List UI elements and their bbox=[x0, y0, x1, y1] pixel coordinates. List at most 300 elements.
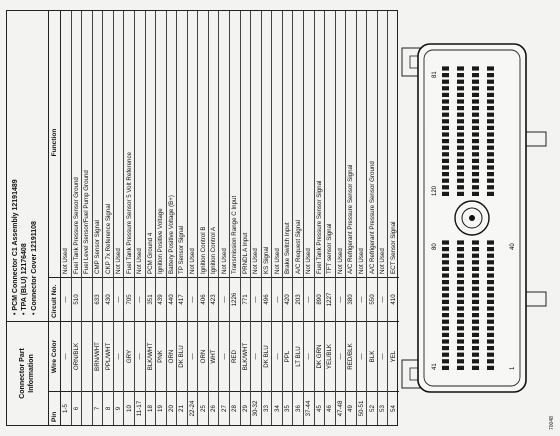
pin-cavity bbox=[487, 99, 494, 103]
pin-cavity bbox=[472, 113, 479, 117]
pin-cavity bbox=[487, 339, 494, 343]
pin-cavity bbox=[457, 346, 464, 350]
table-row bbox=[61, 11, 72, 425]
circuit-number-cell: 440 bbox=[167, 277, 177, 321]
wire-color-cell: — bbox=[336, 321, 346, 391]
pin-cavity bbox=[472, 306, 479, 310]
pin-cell: 34 bbox=[272, 391, 282, 425]
circuit-number-cell: 1226 bbox=[230, 277, 240, 321]
connector-table bbox=[6, 10, 398, 426]
pin-cavity bbox=[487, 165, 494, 169]
wire-color-cell: DK BLU bbox=[262, 321, 272, 391]
pin-cavity bbox=[487, 185, 494, 189]
circuit-number-cell: 890 bbox=[315, 277, 325, 321]
pin-cavity bbox=[487, 313, 494, 317]
pin-cavity bbox=[457, 353, 464, 357]
pin-cell: 49 bbox=[346, 391, 356, 425]
pin-cell: 10 bbox=[124, 391, 134, 425]
connector-part-bullets bbox=[7, 11, 49, 321]
pin-cavity bbox=[472, 179, 479, 183]
pin-cavity bbox=[487, 179, 494, 183]
pin-cavity bbox=[472, 240, 479, 244]
pin-cell: 54 bbox=[388, 391, 399, 425]
pin-cavity bbox=[472, 247, 479, 251]
pin-cell: 36 bbox=[293, 391, 303, 425]
pin-cavity bbox=[457, 326, 464, 330]
pin-label: 40 bbox=[510, 243, 516, 250]
pin-cavity bbox=[487, 247, 494, 251]
wire-color-cell: DK BLU bbox=[177, 321, 187, 391]
pin-cavity bbox=[487, 80, 494, 84]
pin-cavity bbox=[442, 139, 449, 143]
pin-cavity bbox=[457, 359, 464, 363]
function-cell: PCM Ground 4 bbox=[146, 232, 154, 274]
connector-diagram bbox=[400, 40, 550, 396]
pin-cavity bbox=[457, 192, 464, 196]
pin-label: 120 bbox=[432, 185, 438, 196]
pin-cell: 25 bbox=[198, 391, 208, 425]
circuit-number-cell: — bbox=[114, 277, 124, 321]
pin-cavity bbox=[472, 353, 479, 357]
pin-cavity bbox=[457, 339, 464, 343]
pin-cavity bbox=[457, 267, 464, 271]
pin-cell: 26 bbox=[209, 391, 219, 425]
circuit-number-cell: 430 bbox=[103, 277, 113, 321]
pin-cavity bbox=[457, 73, 464, 77]
pin-cavity bbox=[457, 159, 464, 163]
pin-cavity bbox=[442, 159, 449, 163]
pin-cavity bbox=[442, 273, 449, 277]
pin-cavity bbox=[472, 320, 479, 324]
function-cell: Not Used bbox=[305, 248, 313, 274]
pin-cavity bbox=[472, 273, 479, 277]
table-row bbox=[188, 11, 199, 425]
pin-cavity bbox=[457, 287, 464, 291]
function-cell: Battery Positive Voltage (B+) bbox=[167, 195, 175, 274]
wire-color-cell: PPL bbox=[283, 321, 293, 391]
table-row bbox=[325, 11, 336, 425]
wire-color-cell: WHT bbox=[209, 321, 219, 391]
pin-cavity bbox=[457, 93, 464, 97]
circuit-number-cell: — bbox=[357, 277, 367, 321]
pin-cell bbox=[82, 391, 92, 425]
wire-color-cell: ORN bbox=[198, 321, 208, 391]
function-cell: Transmission Range C Input bbox=[231, 195, 239, 274]
pin-cavity bbox=[472, 326, 479, 330]
wire-color-cell bbox=[82, 321, 92, 391]
pin-cavity bbox=[457, 99, 464, 103]
pin-cavity bbox=[487, 280, 494, 284]
pin-cavity bbox=[487, 192, 494, 196]
pin-cavity bbox=[472, 192, 479, 196]
wire-color-cell: YEL/BLK bbox=[325, 321, 335, 391]
pin-cavity bbox=[442, 240, 449, 244]
pin-cavity bbox=[472, 165, 479, 169]
pin-cavity bbox=[487, 152, 494, 156]
function-cell: TP Sensor Signal bbox=[178, 225, 186, 274]
pin-cavity bbox=[442, 293, 449, 297]
pin-cavity bbox=[442, 146, 449, 150]
function-cell: A/C Request Signal bbox=[294, 220, 302, 274]
function-cell: PRNDL A Input bbox=[241, 232, 249, 274]
pin-cavity bbox=[472, 293, 479, 297]
function-cell: A/C Refrigerant Pressure Sensor Signal bbox=[347, 164, 355, 274]
pin-cavity bbox=[442, 300, 449, 304]
table-row bbox=[219, 11, 230, 425]
table-row bbox=[304, 11, 315, 425]
pin-cavity bbox=[487, 159, 494, 163]
pin-cavity bbox=[457, 165, 464, 169]
col-function-header: Function bbox=[51, 128, 58, 157]
pin-cavity bbox=[442, 326, 449, 330]
pin-cavity bbox=[442, 306, 449, 310]
pin-label: 81 bbox=[432, 71, 438, 78]
pin-cavity bbox=[487, 254, 494, 258]
pin-cell: 6 bbox=[72, 391, 82, 425]
pin-cavity bbox=[457, 333, 464, 337]
pin-cavity bbox=[442, 80, 449, 84]
pin-cavity bbox=[487, 66, 494, 70]
pin-cavity bbox=[457, 313, 464, 317]
pin-cavity bbox=[442, 126, 449, 130]
pin-cavity bbox=[442, 320, 449, 324]
wire-color-cell: ORN bbox=[167, 321, 177, 391]
bullet-item: • Connector Cover 12191108 bbox=[30, 221, 38, 315]
wire-color-cell: — bbox=[357, 321, 367, 391]
pin-cell: 29 bbox=[241, 391, 251, 425]
pin-cell: 8 bbox=[103, 391, 113, 425]
pin-cavity bbox=[487, 287, 494, 291]
wire-color-cell: — bbox=[251, 321, 261, 391]
pin-cavity bbox=[472, 139, 479, 143]
pin-cavity bbox=[472, 280, 479, 284]
pin-cavity bbox=[457, 247, 464, 251]
wire-color-cell: — bbox=[188, 321, 198, 391]
wire-color-cell: RED/BLK bbox=[346, 321, 356, 391]
pin-cavity bbox=[487, 113, 494, 117]
table-row bbox=[72, 11, 83, 425]
pin-cavity bbox=[457, 273, 464, 277]
function-cell: Not Used bbox=[136, 248, 144, 274]
pin-cavity bbox=[457, 132, 464, 136]
pin-cavity bbox=[442, 254, 449, 258]
pin-cavity bbox=[472, 159, 479, 163]
pin-cavity bbox=[442, 260, 449, 264]
pin-cavity bbox=[487, 293, 494, 297]
pin-cavity bbox=[442, 366, 449, 370]
function-cell: Not Used bbox=[358, 248, 366, 274]
pin-cavity bbox=[487, 172, 494, 176]
circuit-number-cell: 423 bbox=[209, 277, 219, 321]
pin-cavity bbox=[442, 192, 449, 196]
pin-cavity bbox=[487, 346, 494, 350]
pin-label: 80 bbox=[432, 243, 438, 250]
pin-cavity bbox=[442, 73, 449, 77]
pin-cavity bbox=[487, 86, 494, 90]
pin-cell: 21 bbox=[177, 391, 187, 425]
pin-cavity bbox=[472, 366, 479, 370]
circuit-number-cell: 406 bbox=[198, 277, 208, 321]
circuit-number-cell: 439 bbox=[156, 277, 166, 321]
pin-cavity bbox=[442, 267, 449, 271]
pin-cell: 19 bbox=[156, 391, 166, 425]
table-row bbox=[124, 11, 135, 425]
pin-cavity bbox=[487, 93, 494, 97]
table-row bbox=[146, 11, 157, 425]
pin-cavity bbox=[472, 339, 479, 343]
pin-cavity bbox=[457, 139, 464, 143]
wire-color-cell: — bbox=[114, 321, 124, 391]
pin-label: 41 bbox=[432, 363, 438, 370]
pin-cavity bbox=[472, 185, 479, 189]
pin-cavity bbox=[442, 172, 449, 176]
pin-cavity bbox=[442, 353, 449, 357]
function-cell: Fuel Level Sensor/Fuel Pump Ground bbox=[83, 170, 91, 274]
function-cell: Not Used bbox=[379, 248, 387, 274]
pin-cavity bbox=[487, 306, 494, 310]
pin-cavity bbox=[472, 146, 479, 150]
pin-cavity bbox=[472, 119, 479, 123]
table-row bbox=[82, 11, 93, 425]
function-cell: A/C Refrigerant Pressure Sensor Ground bbox=[368, 161, 376, 274]
col-wire-color-header: Wire Color bbox=[49, 321, 60, 391]
pin-cavity bbox=[457, 260, 464, 264]
pin-cell: 52 bbox=[367, 391, 377, 425]
pin-cavity bbox=[487, 260, 494, 264]
pin-cavity bbox=[442, 86, 449, 90]
function-cell: Not Used bbox=[273, 248, 281, 274]
function-cell: CKP 7x Reference Signal bbox=[104, 203, 112, 274]
pin-cavity bbox=[457, 254, 464, 258]
table-row bbox=[198, 11, 209, 425]
circuit-number-cell: — bbox=[336, 277, 346, 321]
table-row bbox=[156, 11, 167, 425]
wire-color-cell: BLK bbox=[367, 321, 377, 391]
pin-cell: 7 bbox=[93, 391, 103, 425]
pin-cavity bbox=[487, 240, 494, 244]
wire-color-cell: GRY bbox=[124, 321, 134, 391]
wire-color-cell: LT BLU bbox=[293, 321, 303, 391]
table-body bbox=[61, 11, 397, 425]
pin-cell: 18 bbox=[146, 391, 156, 425]
wire-color-cell: — bbox=[304, 321, 314, 391]
table-row bbox=[177, 11, 188, 425]
function-cell: Brake Switch Input bbox=[284, 222, 292, 274]
pin-label: 1 bbox=[510, 366, 516, 370]
pin-cavity bbox=[487, 326, 494, 330]
pin-cell: 28 bbox=[230, 391, 240, 425]
circuit-number-cell: 771 bbox=[241, 277, 251, 321]
pin-cavity bbox=[442, 287, 449, 291]
circuit-number-cell: — bbox=[61, 277, 71, 321]
wire-color-cell: BLK/WHT bbox=[241, 321, 251, 391]
table-row bbox=[262, 11, 273, 425]
pin-cell: 37-44 bbox=[304, 391, 314, 425]
pin-cell: 33 bbox=[262, 391, 272, 425]
function-cell: TFT sensor Signal bbox=[326, 223, 334, 274]
circuit-number-cell: — bbox=[135, 277, 145, 321]
pin-cavity bbox=[487, 106, 494, 110]
table-row bbox=[167, 11, 178, 425]
pin-cavity bbox=[457, 172, 464, 176]
pin-cavity bbox=[487, 132, 494, 136]
pin-cavity bbox=[472, 172, 479, 176]
table-row bbox=[367, 11, 378, 425]
pin-cavity bbox=[472, 66, 479, 70]
wire-color-cell: ORN/BLK bbox=[72, 321, 82, 391]
circuit-number-cell: 1227 bbox=[325, 277, 335, 321]
pin-cavity bbox=[457, 366, 464, 370]
circuit-number-cell: — bbox=[304, 277, 314, 321]
connector-part-info-header: Connector Part Information bbox=[7, 321, 49, 425]
col-pin-header: Pin bbox=[49, 391, 60, 425]
function-cell: CMP Sensor Signal bbox=[93, 220, 101, 274]
pin-cavity bbox=[472, 300, 479, 304]
pin-cavity bbox=[457, 306, 464, 310]
pin-cavity bbox=[472, 80, 479, 84]
wire-color-cell: DK GRN bbox=[315, 321, 325, 391]
pin-cavity bbox=[457, 113, 464, 117]
table-row bbox=[135, 11, 146, 425]
function-cell: KS Signal bbox=[262, 246, 270, 274]
pin-cavity bbox=[472, 359, 479, 363]
pin-cavity bbox=[457, 66, 464, 70]
pin-cavity bbox=[487, 267, 494, 271]
pin-cavity bbox=[457, 179, 464, 183]
pin-cavity bbox=[442, 106, 449, 110]
pin-cavity bbox=[442, 93, 449, 97]
col-circuit-header: Circuit No. bbox=[49, 277, 60, 321]
pin-cavity bbox=[457, 240, 464, 244]
pin-cell: 30-32 bbox=[251, 391, 261, 425]
wire-color-cell: — bbox=[135, 321, 145, 391]
pin-cavity bbox=[487, 359, 494, 363]
function-cell: Not Used bbox=[115, 248, 123, 274]
function-cell: Fuel Tank Pressure Sensor 5 Volt Reference bbox=[125, 152, 133, 274]
pin-cavity bbox=[487, 119, 494, 123]
pin-cavity bbox=[472, 86, 479, 90]
pin-cavity bbox=[472, 93, 479, 97]
pin-cavity bbox=[487, 300, 494, 304]
wire-color-cell: — bbox=[378, 321, 388, 391]
circuit-number-cell: 633 bbox=[93, 277, 103, 321]
pin-cavity bbox=[457, 152, 464, 156]
wire-color-cell: YEL bbox=[388, 321, 399, 391]
circuit-number-cell: 351 bbox=[146, 277, 156, 321]
circuit-number-cell: 510 bbox=[72, 277, 82, 321]
pin-cavity bbox=[442, 313, 449, 317]
pin-cavity bbox=[472, 132, 479, 136]
function-cell: Not Used bbox=[189, 248, 197, 274]
circuit-number-cell: — bbox=[219, 277, 229, 321]
pin-cavity bbox=[442, 66, 449, 70]
pin-cavity bbox=[457, 80, 464, 84]
pin-cavity bbox=[442, 179, 449, 183]
pin-cell: 35 bbox=[283, 391, 293, 425]
table-row bbox=[336, 11, 347, 425]
pin-cavity bbox=[457, 320, 464, 324]
circuit-number-cell: 550 bbox=[367, 277, 377, 321]
pin-cavity bbox=[442, 165, 449, 169]
pin-cavity bbox=[487, 366, 494, 370]
column-header-row bbox=[49, 11, 61, 425]
pin-cell: 45 bbox=[315, 391, 325, 425]
pin-cavity bbox=[487, 333, 494, 337]
pin-cavity bbox=[472, 260, 479, 264]
pin-cavity bbox=[487, 139, 494, 143]
function-cell: ECT Sensor Signal bbox=[390, 221, 398, 274]
pin-cavity bbox=[487, 146, 494, 150]
pin-cell: 47-48 bbox=[336, 391, 346, 425]
wire-color-cell: — bbox=[219, 321, 229, 391]
table-row bbox=[114, 11, 125, 425]
table-row bbox=[346, 11, 357, 425]
table-row bbox=[357, 11, 368, 425]
function-cell: Not Used bbox=[220, 248, 228, 274]
table-row bbox=[93, 11, 104, 425]
pin-cavity bbox=[442, 339, 449, 343]
function-cell: Fuel Tank Pressure Sensor Signal bbox=[315, 180, 323, 274]
function-cell: Not Used bbox=[252, 248, 260, 274]
table-row bbox=[272, 11, 283, 425]
circuit-number-cell: 417 bbox=[177, 277, 187, 321]
function-cell: Fuel Tank Pressure Sensor Ground bbox=[72, 177, 80, 274]
pin-cell: 22-24 bbox=[188, 391, 198, 425]
table-row bbox=[283, 11, 294, 425]
pin-cavity bbox=[457, 293, 464, 297]
pin-cavity bbox=[442, 247, 449, 251]
pin-cavity bbox=[472, 99, 479, 103]
pin-cell: 50-51 bbox=[357, 391, 367, 425]
wire-color-cell: — bbox=[272, 321, 282, 391]
table-row bbox=[209, 11, 220, 425]
wire-color-cell: — bbox=[61, 321, 71, 391]
circuit-number-cell: 420 bbox=[283, 277, 293, 321]
pin-cavity bbox=[472, 346, 479, 350]
pin-cavity bbox=[457, 126, 464, 130]
pin-cell: 53 bbox=[378, 391, 388, 425]
pin-cavity bbox=[457, 119, 464, 123]
function-cell: Not Used bbox=[62, 248, 70, 274]
circuit-number-cell: 203 bbox=[293, 277, 303, 321]
pin-cavity bbox=[457, 280, 464, 284]
table-row bbox=[103, 11, 114, 425]
pin-cavity bbox=[457, 146, 464, 150]
circuit-number-cell: — bbox=[188, 277, 198, 321]
function-cell: Ignition Control B bbox=[199, 226, 207, 274]
pin-cell: 11-17 bbox=[135, 391, 145, 425]
pin-cavity bbox=[472, 152, 479, 156]
pin-cell: 20 bbox=[167, 391, 177, 425]
pin-cavity bbox=[472, 287, 479, 291]
pin-cavity bbox=[472, 267, 479, 271]
figure-code: 70048 bbox=[549, 416, 555, 430]
function-cell: Not Used bbox=[336, 248, 344, 274]
table-row bbox=[251, 11, 262, 425]
pin-cavity bbox=[472, 106, 479, 110]
circuit-number-cell: 380 bbox=[346, 277, 356, 321]
pin-cavity bbox=[487, 273, 494, 277]
pin-cell: 46 bbox=[325, 391, 335, 425]
function-cell: Ignition Positive Voltage bbox=[157, 208, 165, 274]
pin-cavity bbox=[442, 185, 449, 189]
pin-cavity bbox=[442, 359, 449, 363]
table-row bbox=[378, 11, 389, 425]
wire-color-cell: PPL/WHT bbox=[103, 321, 113, 391]
pin-cavity bbox=[457, 86, 464, 90]
circuit-number-cell: 410 bbox=[388, 277, 399, 321]
circuit-number-cell: — bbox=[251, 277, 261, 321]
